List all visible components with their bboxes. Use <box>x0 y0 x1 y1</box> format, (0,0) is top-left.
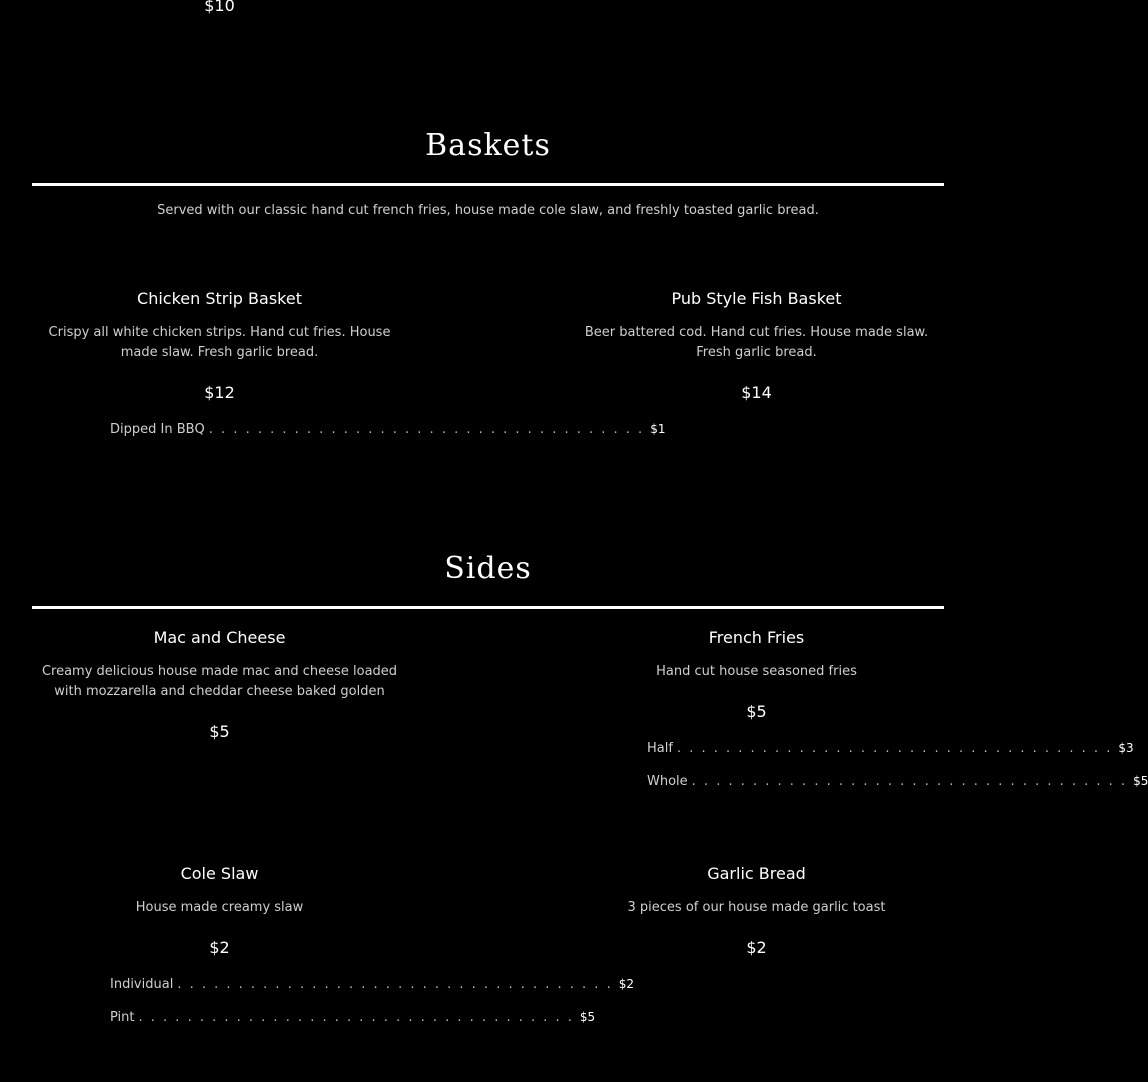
item-name: Garlic Bread <box>707 864 806 883</box>
option-price: $5 <box>1133 774 1148 788</box>
option-label: Pint <box>110 1010 135 1025</box>
item-description: House made creamy slaw <box>135 900 304 915</box>
item-description: Creamy delicious house made mac and cheese loaded with mozzarella and cheddar cheese baked golden <box>41 664 398 699</box>
menu-item-mac-and-cheese <box>32 628 407 742</box>
item-price: $2 <box>746 938 767 957</box>
item-description: Crispy all white chicken strips. Hand cut fries. House made slaw. Fresh garlic bread. <box>48 325 391 360</box>
item-name: French Fries <box>708 628 805 647</box>
item-description: 3 pieces of our house made garlic toast <box>627 900 886 915</box>
option-leader-dots: . . . . . . . . . . . . . . . . . . . . . . . . . . . . . . . . . . . . <box>676 741 1113 756</box>
option-price: $2 <box>618 977 634 991</box>
menu-item-pub-style-fish-basket <box>569 289 944 403</box>
option-label: Individual <box>110 977 174 992</box>
option-leader-dots: . . . . . . . . . . . . . . . . . . . . . . . . . . . . . . . . . . . . <box>208 422 645 437</box>
item-price: $5 <box>746 702 767 721</box>
baskets-divider <box>32 183 944 186</box>
item-name: Pub Style Fish Basket <box>671 289 842 308</box>
item-price: $12 <box>204 383 235 402</box>
menu-item-garlic-bread <box>569 864 944 958</box>
menu-item-french-fries <box>569 628 944 722</box>
option-row <box>647 741 1134 761</box>
option-label: Dipped In BBQ <box>110 422 205 437</box>
option-price: $1 <box>650 422 666 436</box>
cole-slaw-options <box>110 977 634 1043</box>
item-name: Mac and Cheese <box>153 628 286 647</box>
item-price: $2 <box>209 938 230 957</box>
item-price: $5 <box>209 722 230 741</box>
sides-divider <box>32 606 944 609</box>
sides-section-title: Sides <box>444 551 532 586</box>
option-leader-dots: . . . . . . . . . . . . . . . . . . . . . . . . . . . . . . . . . . . . <box>177 977 613 992</box>
item-name: Cole Slaw <box>180 864 259 883</box>
french-fries-options <box>647 741 1148 807</box>
option-row <box>110 422 666 442</box>
baskets-description: Served with our classic hand cut french fries, house made cole slaw, and freshly toasted garlic bread. <box>157 203 819 218</box>
option-label: Whole <box>647 774 688 789</box>
menu-item-cole-slaw <box>32 864 407 958</box>
chicken-strip-options <box>110 422 666 455</box>
previous-item-price: $10 <box>204 0 235 15</box>
item-price: $14 <box>741 383 772 402</box>
item-name: Chicken Strip Basket <box>137 289 302 308</box>
option-price: $3 <box>1118 741 1134 755</box>
item-description: Beer battered cod. Hand cut fries. House made slaw. Fresh garlic bread. <box>584 325 929 360</box>
option-row <box>110 1010 596 1030</box>
option-leader-dots: . . . . . . . . . . . . . . . . . . . . . . . . . . . . . . . . . . . . <box>691 774 1128 789</box>
option-leader-dots: . . . . . . . . . . . . . . . . . . . . . . . . . . . . . . . . . . . . <box>138 1010 574 1025</box>
option-label: Half <box>647 741 673 756</box>
option-row <box>110 977 634 997</box>
menu-item-chicken-strip-basket <box>32 289 407 403</box>
option-row <box>647 774 1148 794</box>
option-price: $5 <box>579 1010 596 1024</box>
baskets-section-title: Baskets <box>425 128 551 163</box>
item-description: Hand cut house seasoned fries <box>656 664 857 679</box>
